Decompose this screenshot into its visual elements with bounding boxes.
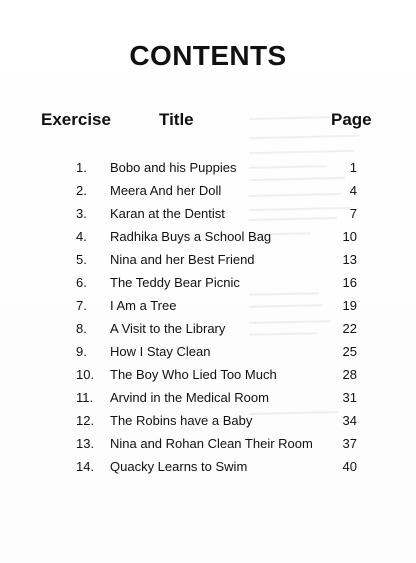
exercise-title: Radhika Buys a School Bag (110, 229, 272, 244)
contents-heading: CONTENTS (129, 40, 287, 71)
exercise-title: Meera And her Doll (110, 183, 222, 198)
exercise-number: 7. (76, 298, 87, 313)
exercise-title: I Am a Tree (110, 298, 177, 313)
exercise-number: 6. (76, 275, 87, 290)
contents-row (0, 202, 416, 225)
exercise-number: 10. (76, 367, 95, 382)
exercise-column-header: Exercise (41, 110, 111, 129)
exercise-title: Quacky Learns to Swim (110, 459, 248, 474)
exercise-number: 13. (76, 436, 95, 451)
page-number: 7 (349, 206, 357, 221)
page-number: 34 (342, 413, 357, 428)
exercise-title: Nina and Rohan Clean Their Room (110, 436, 313, 451)
contents-row (0, 386, 416, 409)
page-number: 37 (342, 436, 357, 451)
bleedthrough-line (249, 150, 354, 154)
table-headers (0, 110, 416, 134)
exercise-number: 5. (76, 252, 87, 267)
contents-row (0, 179, 416, 202)
exercise-number: 2. (76, 183, 87, 198)
page-number: 13 (342, 252, 357, 267)
contents-row (0, 432, 416, 455)
exercise-title: Karan at the Dentist (110, 206, 225, 221)
page-number: 25 (342, 344, 357, 359)
contents-row (0, 271, 416, 294)
page-number: 22 (342, 321, 357, 336)
page-number: 4 (349, 183, 357, 198)
page-column-header: Page (331, 110, 372, 129)
page-number: 16 (342, 275, 357, 290)
contents-row (0, 294, 416, 317)
exercise-title: A Visit to the Library (110, 321, 226, 336)
contents-row (0, 156, 416, 179)
exercise-number: 12. (76, 413, 95, 428)
exercise-title: The Robins have a Baby (110, 413, 253, 428)
contents-row (0, 363, 416, 386)
exercise-number: 14. (76, 459, 95, 474)
exercise-number: 1. (76, 160, 87, 175)
page-number: 31 (342, 390, 357, 405)
contents-row (0, 225, 416, 248)
exercise-title: How I Stay Clean (110, 344, 211, 359)
contents-row (0, 455, 416, 478)
page-number: 19 (342, 298, 357, 313)
exercise-title: The Boy Who Lied Too Much (110, 367, 277, 382)
page-number: 40 (342, 459, 357, 474)
exercise-number: 3. (76, 206, 87, 221)
exercise-number: 9. (76, 344, 87, 359)
faint-background-text (254, 77, 292, 86)
bleedthrough-line (249, 135, 359, 139)
exercise-title: The Teddy Bear Picnic (110, 275, 240, 290)
page-number: 1 (349, 160, 357, 175)
page-number: 28 (342, 367, 357, 382)
exercise-number: 8. (76, 321, 87, 336)
exercise-title: Bobo and his Puppies (110, 160, 237, 175)
exercise-title: Nina and her Best Friend (110, 252, 255, 267)
title-column-header: Title (159, 110, 194, 129)
contents-row (0, 340, 416, 363)
page-number: 10 (342, 229, 357, 244)
exercise-number: 11. (76, 390, 94, 405)
contents-row (0, 248, 416, 271)
contents-row (0, 409, 416, 432)
exercise-title: Arvind in the Medical Room (110, 390, 269, 405)
contents-row (0, 317, 416, 340)
contents-list (0, 156, 416, 478)
exercise-number: 4. (76, 229, 87, 244)
